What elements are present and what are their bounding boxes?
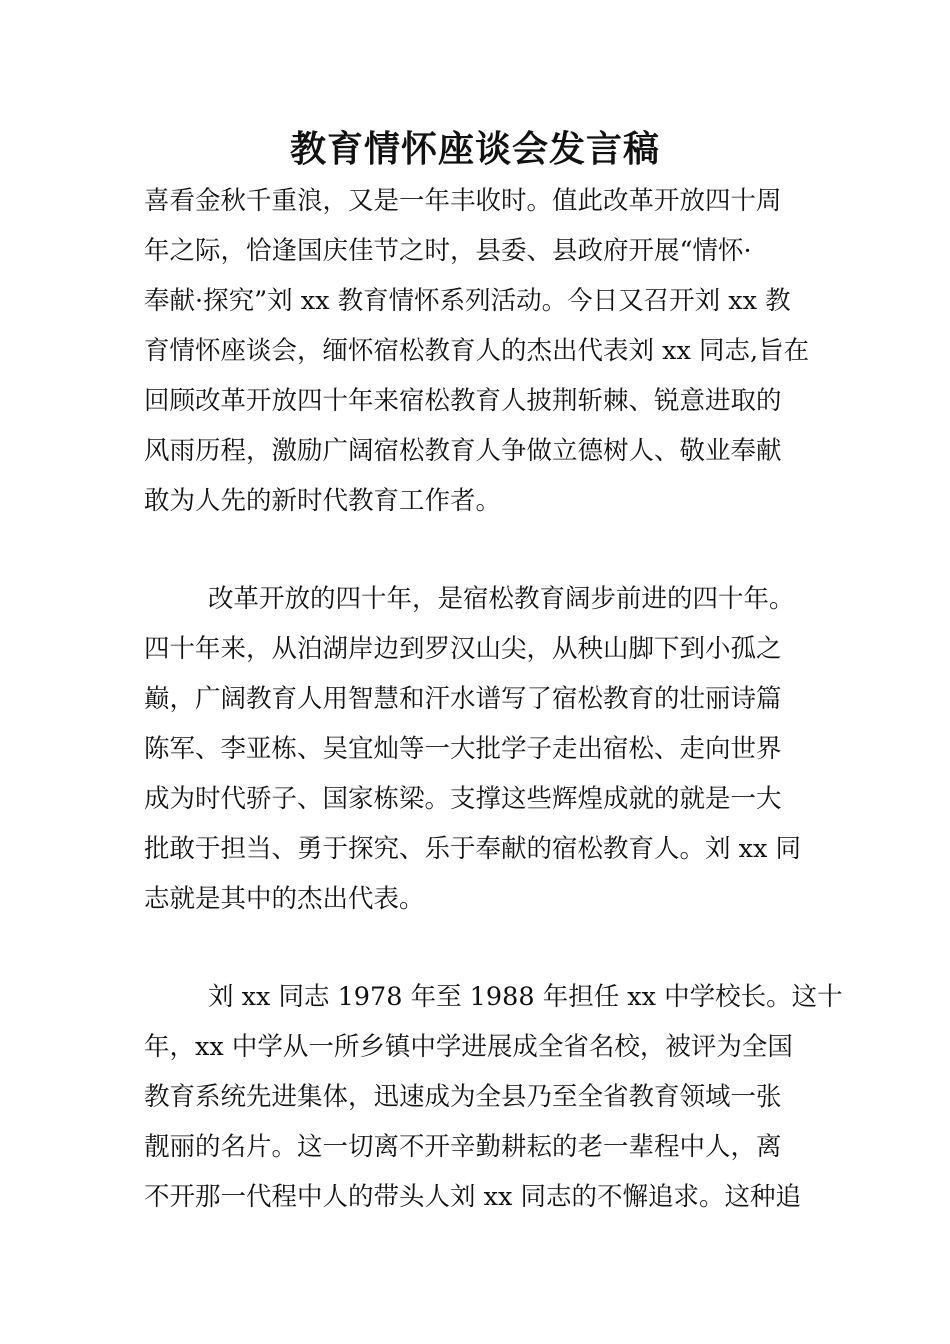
paragraph-line: 批敢于担当、勇于探究、乐于奉献的宿松教育人。刘 xx 同 (144, 834, 801, 864)
paragraph-line: 年，xx 中学从一所乡镇中学进展成全省名校，被评为全国 (144, 1032, 793, 1062)
paragraph-line: 敢为人先的新时代教育工作者。 (144, 486, 502, 516)
paragraph-line: 奉献·探究”刘 xx 教育情怀系列活动。今日又召开刘 xx 教 (144, 286, 791, 316)
paragraph-line: 陈军、李亚栋、吴宜灿等一大批学子走出宿松、走向世界 (144, 734, 782, 764)
paragraph-line: 志就是其中的杰出代表。 (144, 884, 425, 914)
paragraph-3 (144, 972, 843, 1222)
paragraph-line: 年之际，恰逢国庆佳节之时，县委、县政府开展“情怀· (144, 236, 752, 266)
paragraph-line: 风雨历程，激励广阔宿松教育人争做立德树人、敬业奉献 (144, 436, 782, 466)
paragraph-line: 不开那一代程中人的带头人刘 xx 同志的不懈追求。这种追 (144, 1182, 801, 1212)
paragraph-line: 四十年来，从泊湖岸边到罗汉山尖，从秧山脚下到小孤之 (144, 634, 782, 664)
paragraph-line: 刘 xx 同志 1978 年至 1988 年担任 xx 中学校长。这十 (208, 982, 843, 1012)
paragraph-line: 靓丽的名片。这一切离不开辛勤耕耘的老一辈程中人，离 (144, 1132, 782, 1162)
paragraph-line: 成为时代骄子、国家栋梁。支撑这些辉煌成就的就是一大 (144, 784, 782, 814)
paragraph-1 (144, 176, 810, 526)
document-title: 教育情怀座谈会发言稿 (289, 129, 660, 170)
paragraph-line: 喜看金秋千重浪，又是一年丰收时。值此改革开放四十周 (144, 186, 782, 216)
paragraph-line: 教育系统先进集体，迅速成为全县乃至全省教育领域一张 (144, 1082, 782, 1112)
paragraph-line: 育情怀座谈会，缅怀宿松教育人的杰出代表刘 xx 同志,旨在 (144, 336, 810, 366)
paragraph-line: 巅，广阔教育人用智慧和汗水谱写了宿松教育的壮丽诗篇 (144, 684, 782, 714)
paragraph-2 (144, 574, 806, 924)
paragraph-line: 改革开放的四十年，是宿松教育阔步前进的四十年。 (208, 584, 795, 614)
paragraph-line: 回顾改革开放四十年来宿松教育人披荆斩棘、锐意进取的 (144, 386, 782, 416)
